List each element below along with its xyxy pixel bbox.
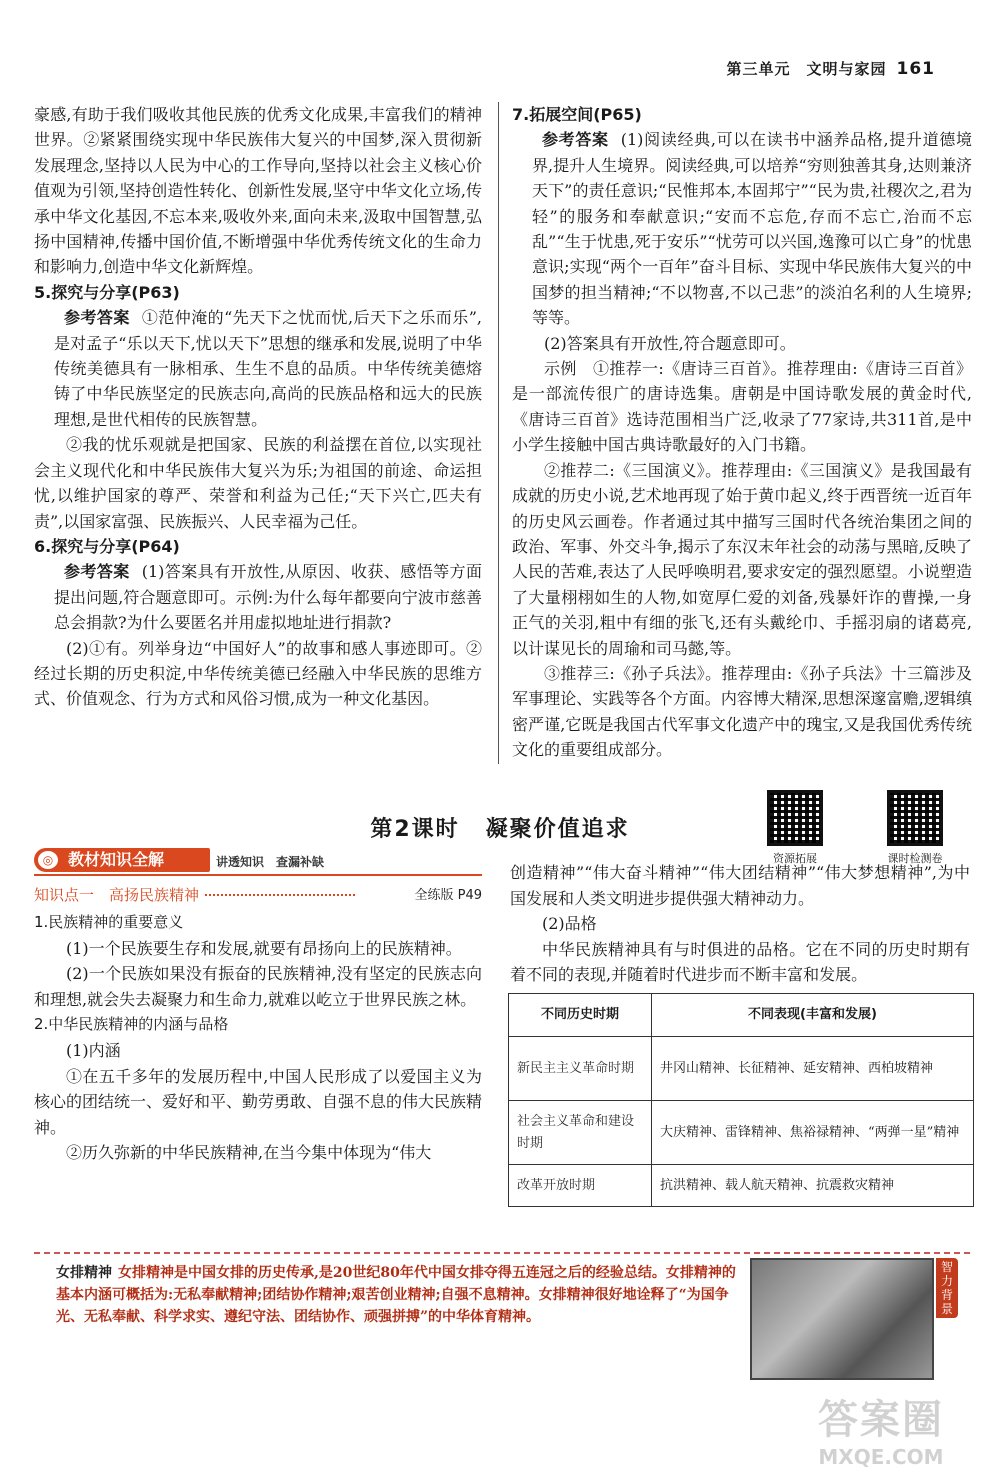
subheading-1: 1.民族精神的重要意义 (34, 913, 184, 931)
section-6-title: 6.探究与分享(P64) (34, 536, 180, 556)
lesson-title (0, 812, 1000, 843)
watermark-url: MXQE.COM (818, 1445, 944, 1469)
resource-qr-code[interactable] (767, 790, 823, 846)
site-watermark (818, 1388, 944, 1469)
resource-qr-caption: 资源拓展 (773, 852, 817, 865)
banner-icon: ◎ (38, 851, 58, 869)
test-qr-code[interactable] (887, 790, 943, 846)
table-cell: 井冈山精神、长征精神、延安精神、西柏坡精神 (652, 1037, 974, 1101)
answer-label: 参考答案 (64, 308, 130, 328)
right-column (512, 102, 972, 763)
table-cell: 社会主义革命和建设时期 (509, 1101, 652, 1165)
table-header: 不同表现(丰富和发展) (652, 994, 974, 1037)
s5-paragraph-1: ①范仲淹的“先天下之忧而忧,后天下之乐而乐”,是对孟子“乐以天下,忧以天下”思想的继承和发展,说明了中华传统美德具有一脉相承、生生不息的品质。中华传统美德熔铸了中华民族坚定的民族志向,高尚的民族品格和远大的民族理想,是世代相传的民族智慧。 (54, 308, 482, 429)
banner-subtitle: 讲透知识 查漏补缺 (216, 855, 325, 869)
continued-paragraph: 豪感,有助于我们吸收其他民族的优秀文化成果,丰富我们的精神世界。②紧紧围绕实现中华民族伟大复兴的中国梦,深入贯彻新发展理念,坚持以人民为中心的工作导向,坚持以社会主义核心价值观为引领,坚持创造性转化、创新性发展,坚守中华文化立场,传承中华文化基因,不忘本来,吸收外来,面向未来,汲取中国智慧,弘扬中国精神,传播中国价值,不断增强中华优秀传统文化的生命力和影响力,创造中华文化新辉煌。 (34, 105, 482, 277)
table-header: 不同历史时期 (509, 994, 652, 1037)
volleyball-team-photo (750, 1258, 934, 1380)
lower-left-p3: (1)内涵 (66, 1040, 121, 1060)
s7-paragraph-3: 示例 ①推荐一:《唐诗三百首》。推荐理由:《唐诗三百首》是一部流传很广的唐诗选集。唐朝是中国诗歌发展的黄金时代,《唐诗三百首》选诗范围相当广泛,收录了77家诗,共311首,是中小学生接触中国古典诗歌最好的入门书籍。 (512, 359, 972, 455)
knowledge-point-heading (34, 884, 482, 905)
page-number: 161 (896, 59, 935, 79)
table-header-row (509, 994, 974, 1037)
lower-left-column (34, 910, 482, 1166)
table-row (509, 1037, 974, 1101)
test-qr-caption: 课时检测卷 (887, 852, 943, 865)
s5-paragraph-2: ②我的忧乐观就是把国家、民族的利益摆在首位,以实现社会主义现代化和中华民族伟大复兴为乐;为祖国的前途、命运担忧,以维护国家的尊严、荣誉和利益为己任;“天下兴亡,匹夫有责”,以国家富强、民族振兴、人民幸福为己任。 (34, 435, 482, 531)
watermark-logo-text: 答案圈 (818, 1397, 944, 1443)
lower-left-p2: (2)一个民族如果没有振奋的民族精神,没有坚定的民族志向和理想,就会失去凝聚力和生命力,就难以屹立于世界民族之林。 (34, 964, 482, 1009)
lower-left-p1: (1)一个民族要生存和发展,就要有昂扬向上的民族精神。 (66, 938, 462, 958)
lesson-number: 第2课时 (370, 817, 460, 842)
note-title: 女排精神 (56, 1265, 112, 1281)
lower-left-p4: ①在五千多年的发展历程中,中国人民形成了以爱国主义为核心的团结统一、爱好和平、勤劳勇敢、自强不息的伟大民族精神。 (34, 1066, 483, 1137)
lesson-name: 凝聚价值追求 (485, 817, 630, 842)
answer-label: 参考答案 (542, 130, 609, 150)
dotted-leader (205, 894, 355, 896)
s7-paragraph-4: ②推荐二:《三国演义》。推荐理由:《三国演义》是我国最有成就的历史小说,艺术地再现了始于黄巾起义,终于西晋统一近百年的历史风云画卷。作者通过其中描写三国时代各统治集团之间的政治、军事、外交斗争,揭示了东汉末年社会的动荡与黑暗,反映了人民的苦难,表达了人民呼唤明君,要求安定的强烈愿望。小说塑造了大量栩栩如生的人物,如宽厚仁爱的刘备,残暴奸诈的曹操,一身正气的关羽,粗中有细的张飞,还有头戴纶巾、手摇羽扇的诸葛亮,以计谋见长的周瑜和司马懿,等。 (512, 460, 972, 658)
note-tag: 智力背景 (936, 1258, 958, 1318)
s6-paragraph-2: (2)①有。列举身边“中国好人”的故事和感人事迹即可。②经过长期的历史积淀,中华传统美德已经融入中华民族的思维方式、价值观念、行为方式和风俗习惯,成为一种文化基因。 (34, 638, 482, 709)
unit-title: 第三单元 文明与家园 (726, 60, 887, 78)
banner-underline (34, 874, 482, 876)
knowledge-point-reference: 全练版 P49 (414, 888, 482, 903)
s6-paragraph-1: (1)答案具有开放性,从原因、收获、感悟等方面提出问题,符合题意即可。示例:为什么每年都要向宁波市慈善总会捐款?为什么要匿名并用虚拟地址进行捐款? (54, 562, 482, 633)
column-divider (498, 102, 499, 764)
s7-paragraph-5: ③推荐三:《孙子兵法》。推荐理由:《孙子兵法》十三篇涉及军事理论、实践等各个方面。内容博大精深,思想深邃富赡,逻辑缜密严谨,它既是我国古代军事文化遗产中的瑰宝,又是我国优秀传统文化的重要组成部分。 (512, 663, 972, 760)
section-5-title: 5.探究与分享(P63) (34, 282, 180, 302)
spirit-history-table (508, 993, 974, 1207)
table-cell: 抗洪精神、载人航天精神、抗震救灾精神 (652, 1165, 974, 1207)
left-column (34, 102, 482, 712)
lower-left-p5: ②历久弥新的中华民族精神,在当今集中体现为“伟大 (66, 1143, 432, 1163)
table-row (509, 1101, 974, 1165)
note-text: 女排精神是中国女排的历史传承,是20世纪80年代中国女排夺得五连冠之后的经验总结。女排精神的基本内涵可概括为:无私奉献精神;团结协作精神;艰苦创业精神;自强不息精神。女排精神很好地诠释了“为国争光、无私奉献、科学求实、遵纪守法、团结协作、顽强拼搏”的中华体育精神。 (56, 1265, 736, 1325)
s7-paragraph-1: (1)阅读经典,可以在读书中涵养品格,提升道德境界,提升人生境界。阅读经典,可以培养“穷则独善其身,达则兼济天下”的责任意识;“民惟邦本,本固邦宁”“民为贵,社稷次之,君为轻”的服务和奉献意识;“安而不忘危,存而不忘亡,治而不忘乱”“生于忧患,死于安乐”“忧劳可以兴国,逸豫可以亡身”的忧患意识;实现“两个一百年”奋斗目标、实现中华民族伟大复兴的中国梦的担当精神;“不以物喜,不以己悲”的淡泊名利的人生境界;等等。 (532, 130, 972, 328)
section-7-title: 7.拓展空间(P65) (512, 105, 642, 124)
table-cell: 改革开放时期 (509, 1165, 652, 1207)
s7-paragraph-2: (2)答案具有开放性,符合题意即可。 (544, 333, 796, 353)
lower-right-p2: (2)品格 (542, 914, 597, 934)
knowledge-point-label: 知识点一 高扬民族精神 (34, 886, 200, 904)
answer-label: 参考答案 (64, 562, 130, 582)
lower-right-p3: 中华民族精神具有与时俱进的品格。它在不同的历史时期有着不同的表现,并随着时代进步而不断丰富和发展。 (510, 939, 970, 985)
subheading-2: 2.中华民族精神的内涵与品格 (34, 1015, 229, 1034)
note-divider (34, 1252, 970, 1254)
table-cell: 大庆精神、雷锋精神、焦裕禄精神、“两弹一星”精神 (652, 1101, 974, 1165)
background-note (56, 1262, 746, 1328)
section-banner: 教材知识全解 (34, 848, 210, 872)
table-row (509, 1165, 974, 1207)
lower-right-p1: 创造精神”“伟大奋斗精神”“伟大团结精神”“伟大梦想精神”,为中国发展和人类文明进步提供强大精神动力。 (510, 863, 970, 908)
table-cell: 新民主主义革命时期 (509, 1037, 652, 1101)
page-header (726, 58, 935, 79)
lower-right-column (510, 860, 970, 988)
